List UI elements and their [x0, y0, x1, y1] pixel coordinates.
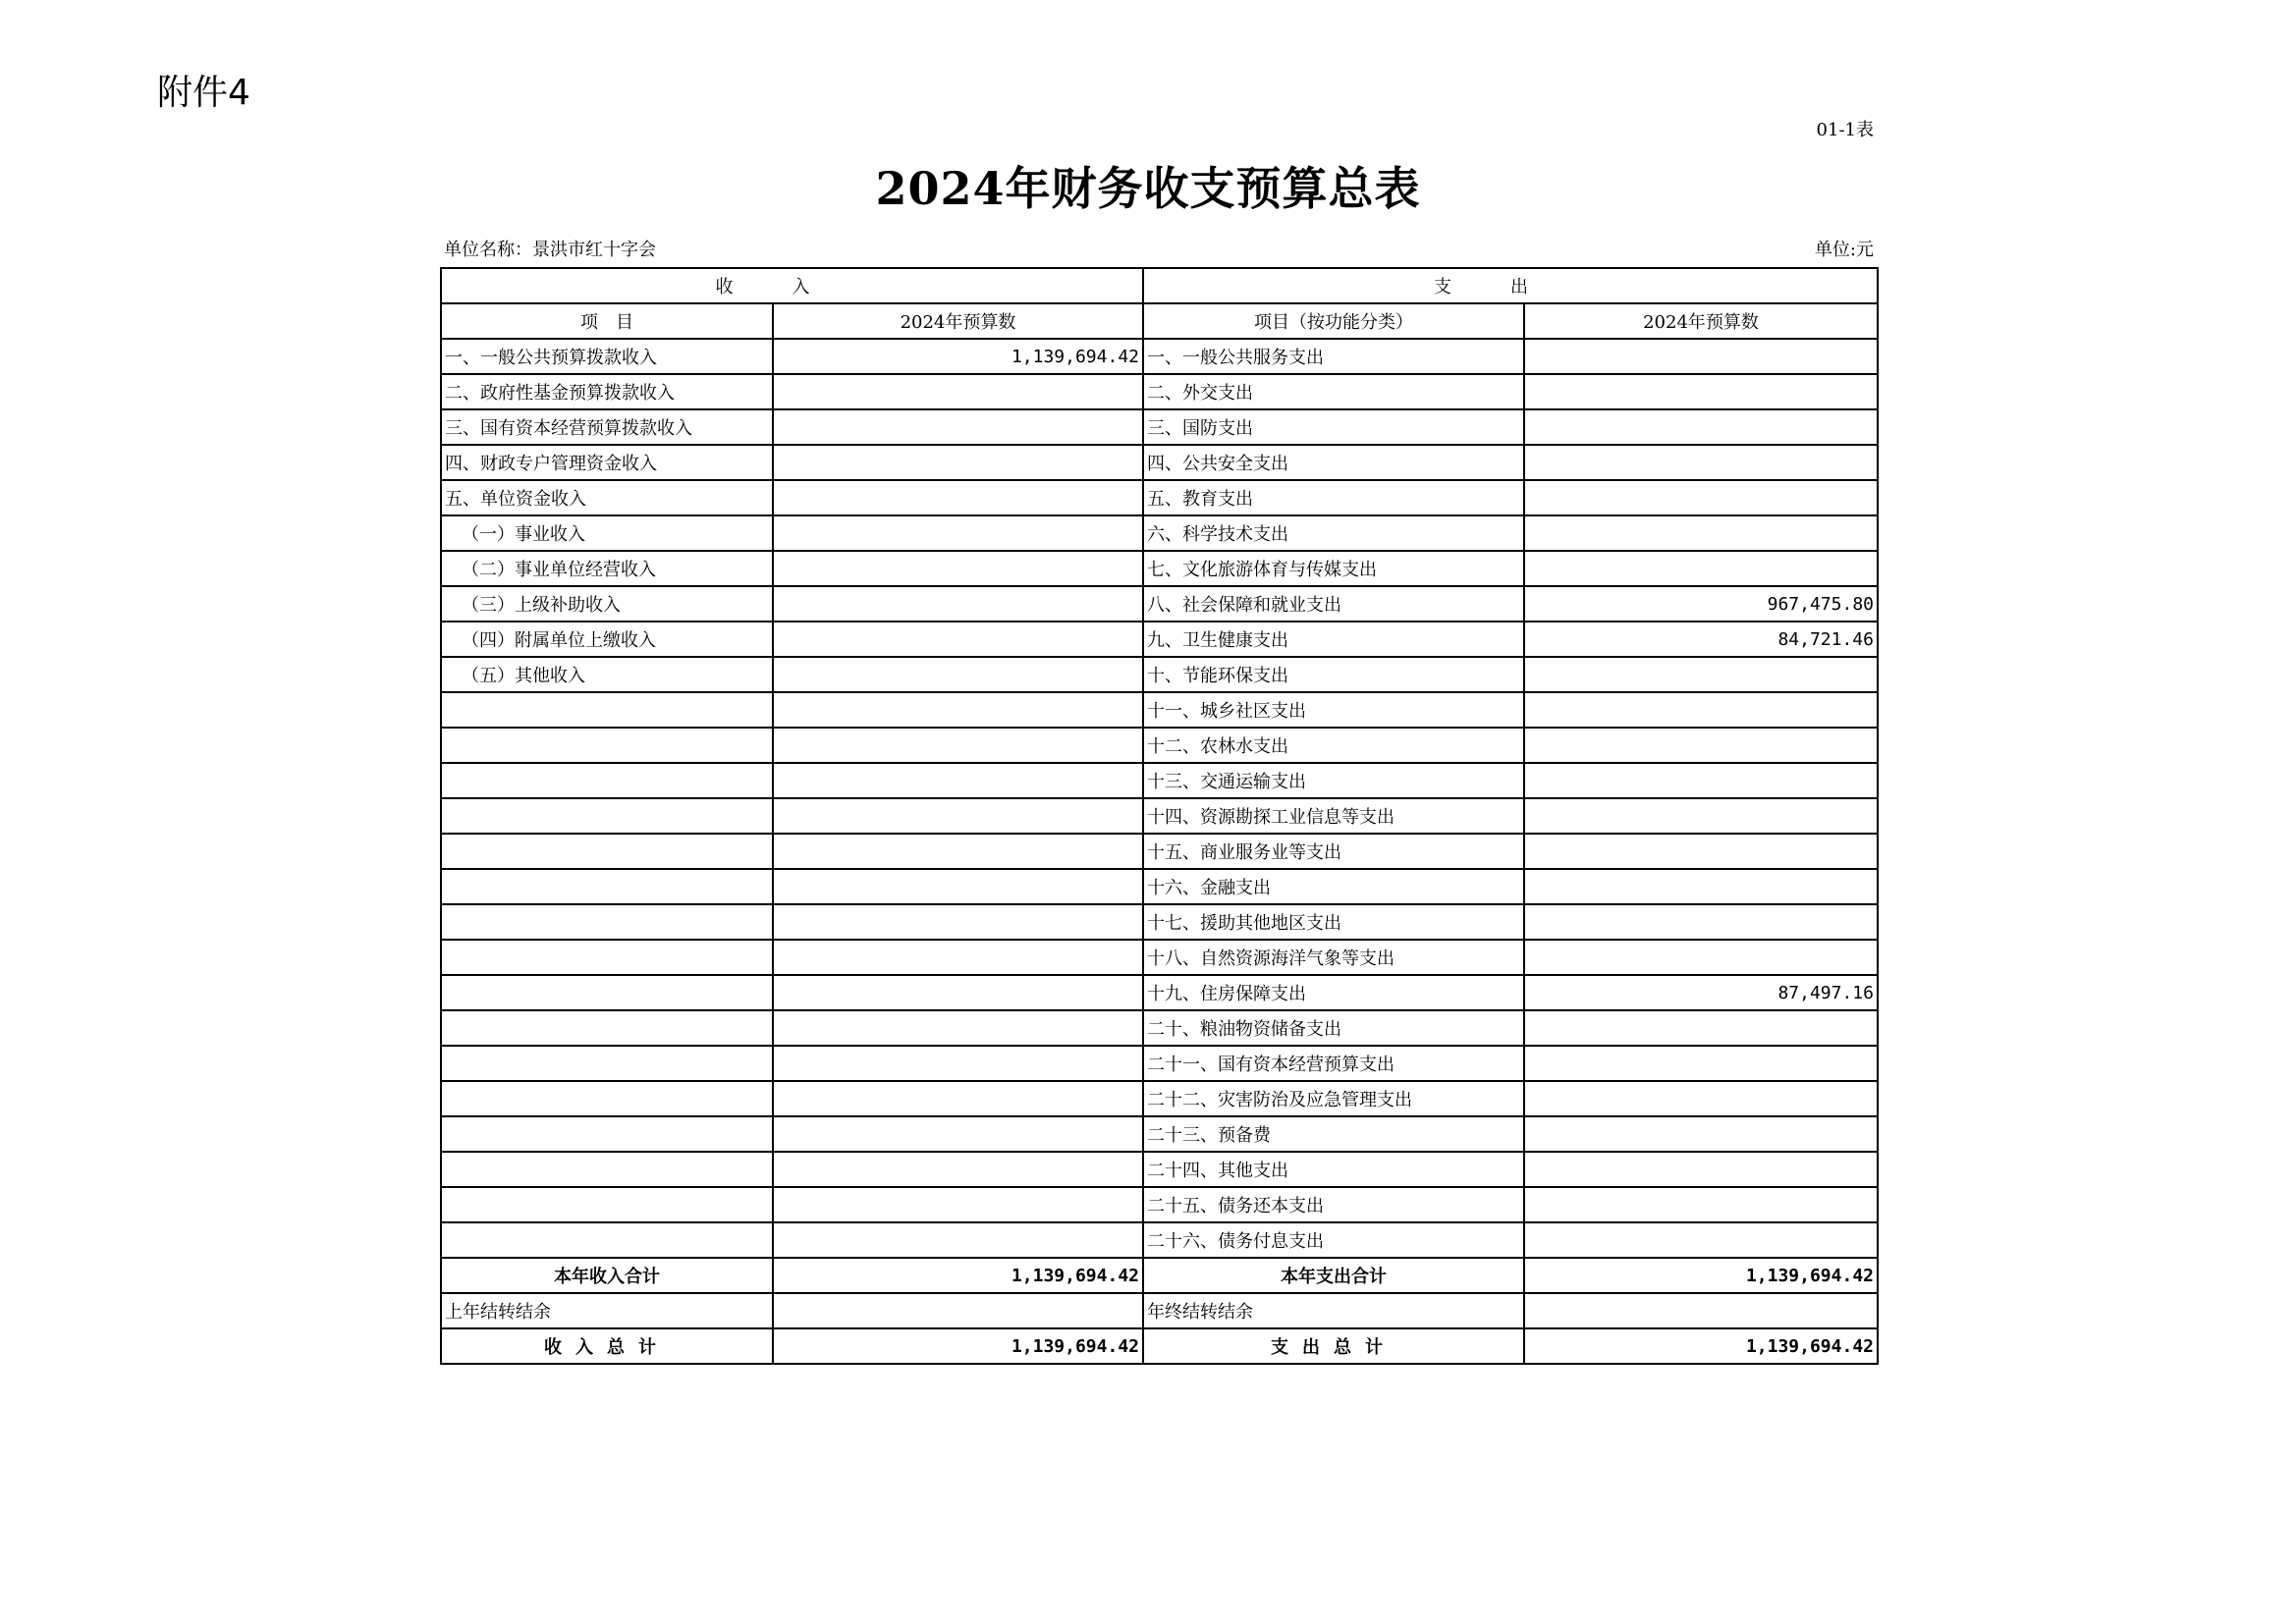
expense-item-cell: 十五、商业服务业等支出	[1143, 834, 1524, 869]
expense-amount-cell	[1524, 1187, 1878, 1222]
income-item-cell	[441, 904, 773, 940]
expense-item-cell: 八、社会保障和就业支出	[1143, 586, 1524, 622]
expense-item-cell: 十一、城乡社区支出	[1143, 692, 1524, 728]
income-grand-total-amount: 1,139,694.42	[773, 1328, 1143, 1364]
unit-name: 单位名称：景洪市红十字会	[444, 240, 656, 260]
income-amount-cell	[773, 586, 1143, 622]
income-item-cell	[441, 728, 773, 763]
income-amount-cell	[773, 515, 1143, 551]
income-amount-cell	[773, 445, 1143, 480]
income-carry-label: 上年结转结余	[441, 1293, 773, 1328]
expense-item-cell: 十八、自然资源海洋气象等支出	[1143, 940, 1524, 975]
income-item-cell	[441, 1152, 773, 1187]
table-row	[441, 1116, 1878, 1152]
expense-year-total-amount: 1,139,694.42	[1524, 1258, 1878, 1293]
income-item-cell	[441, 869, 773, 904]
page-title: 2024年财务收支预算总表	[875, 162, 1421, 215]
grand-total-row	[441, 1328, 1878, 1364]
expense-item-cell: 十三、交通运输支出	[1143, 763, 1524, 798]
income-item-cell	[441, 1046, 773, 1081]
expense-item-cell: 十六、金融支出	[1143, 869, 1524, 904]
income-item-cell: （一）事业收入	[441, 515, 773, 551]
income-amount-cell	[773, 374, 1143, 409]
income-item-cell	[441, 1222, 773, 1258]
expense-item-cell: 二十一、国有资本经营预算支出	[1143, 1046, 1524, 1081]
expense-item-cell: 四、公共安全支出	[1143, 445, 1524, 480]
income-amount-cell	[773, 1010, 1143, 1046]
table-row	[441, 1152, 1878, 1187]
table-row	[441, 1081, 1878, 1116]
expense-item-cell: 二十六、债务付息支出	[1143, 1222, 1524, 1258]
income-item-cell: （四）附属单位上缴收入	[441, 622, 773, 657]
income-item-cell: （二）事业单位经营收入	[441, 551, 773, 586]
income-item-cell: 一、一般公共预算拨款收入	[441, 339, 773, 374]
table-row	[441, 1222, 1878, 1258]
expense-amount-cell	[1524, 1222, 1878, 1258]
income-amount-cell	[773, 834, 1143, 869]
table-row	[441, 657, 1878, 692]
expense-amount-cell	[1524, 904, 1878, 940]
income-item-cell	[441, 975, 773, 1010]
income-amount-cell	[773, 763, 1143, 798]
expense-amount-cell	[1524, 834, 1878, 869]
table-row	[441, 692, 1878, 728]
income-item-cell: 四、财政专户管理资金收入	[441, 445, 773, 480]
income-item-cell	[441, 834, 773, 869]
income-carry-amount	[773, 1293, 1143, 1328]
income-item-cell	[441, 1116, 773, 1152]
table-row	[441, 480, 1878, 515]
income-amount-cell	[773, 1187, 1143, 1222]
income-amount-cell	[773, 728, 1143, 763]
income-amount-cell	[773, 551, 1143, 586]
table-row	[441, 869, 1878, 904]
expense-amount-cell	[1524, 657, 1878, 692]
expense-amount-cell	[1524, 728, 1878, 763]
table-row	[441, 975, 1878, 1010]
expense-item-cell: 二十、粮油物资储备支出	[1143, 1010, 1524, 1046]
expense-amount-cell	[1524, 1046, 1878, 1081]
attachment-label: 附件4	[157, 73, 250, 113]
expense-amount-cell	[1524, 1010, 1878, 1046]
budget-table	[440, 267, 1879, 1365]
income-item-cell: （三）上级补助收入	[441, 586, 773, 622]
income-amount-cell	[773, 869, 1143, 904]
expense-year-total-label: 本年支出合计	[1143, 1258, 1524, 1293]
income-amount-cell	[773, 1222, 1143, 1258]
expense-carry-label: 年终结转结余	[1143, 1293, 1524, 1328]
expense-amount-cell	[1524, 692, 1878, 728]
expense-item-cell: 十七、援助其他地区支出	[1143, 904, 1524, 940]
table-row	[441, 551, 1878, 586]
income-item-cell	[441, 1187, 773, 1222]
income-item-cell	[441, 692, 773, 728]
income-item-cell: （五）其他收入	[441, 657, 773, 692]
table-row	[441, 409, 1878, 445]
table-row	[441, 445, 1878, 480]
expense-item-cell: 十四、资源勘探工业信息等支出	[1143, 798, 1524, 834]
expense-amount-cell	[1524, 409, 1878, 445]
expense-amount-cell	[1524, 515, 1878, 551]
income-item-cell	[441, 763, 773, 798]
expense-amount-cell	[1524, 445, 1878, 480]
expense-item-cell: 十九、住房保障支出	[1143, 975, 1524, 1010]
expense-amount-cell: 87,497.16	[1524, 975, 1878, 1010]
expense-amount-cell: 967,475.80	[1524, 586, 1878, 622]
income-grand-total-label: 收入总计	[441, 1328, 773, 1364]
income-amount-cell	[773, 622, 1143, 657]
expense-amount-cell	[1524, 940, 1878, 975]
income-amount-cell	[773, 904, 1143, 940]
expense-amount-cell	[1524, 1116, 1878, 1152]
expense-item-cell: 五、教育支出	[1143, 480, 1524, 515]
table-row	[441, 798, 1878, 834]
section-header-row	[441, 268, 1878, 303]
income-amount-cell	[773, 692, 1143, 728]
table-number: 01-1表	[1816, 120, 1874, 140]
expense-item-cell: 二十二、灾害防治及应急管理支出	[1143, 1081, 1524, 1116]
income-item-cell: 二、政府性基金预算拨款收入	[441, 374, 773, 409]
income-amount-cell	[773, 1081, 1143, 1116]
income-amount-cell	[773, 1116, 1143, 1152]
income-item-cell: 三、国有资本经营预算拨款收入	[441, 409, 773, 445]
income-amount-cell	[773, 798, 1143, 834]
income-amount-cell	[773, 1046, 1143, 1081]
table-row	[441, 1187, 1878, 1222]
expense-amount-cell	[1524, 480, 1878, 515]
income-item-cell: 五、单位资金收入	[441, 480, 773, 515]
income-amount-cell	[773, 409, 1143, 445]
income-amount-cell	[773, 940, 1143, 975]
income-amount-cell	[773, 480, 1143, 515]
expense-item-cell: 一、一般公共服务支出	[1143, 339, 1524, 374]
income-amount-cell	[773, 1152, 1143, 1187]
expense-item-cell: 二十四、其他支出	[1143, 1152, 1524, 1187]
expense-amount-cell	[1524, 798, 1878, 834]
table-row	[441, 1010, 1878, 1046]
table-row	[441, 763, 1878, 798]
expense-item-cell: 十二、农林水支出	[1143, 728, 1524, 763]
expense-amount-cell	[1524, 869, 1878, 904]
table-row	[441, 1046, 1878, 1081]
expense-item-cell: 二十三、预备费	[1143, 1116, 1524, 1152]
income-item-cell	[441, 940, 773, 975]
expense-item-header: 项目（按功能分类）	[1143, 303, 1524, 339]
income-item-header: 项 目	[441, 303, 773, 339]
expense-item-cell: 六、科学技术支出	[1143, 515, 1524, 551]
expense-amount-cell: 84,721.46	[1524, 622, 1878, 657]
income-section-header: 收入	[441, 268, 1143, 303]
expense-item-cell: 二十五、债务还本支出	[1143, 1187, 1524, 1222]
expense-item-cell: 七、文化旅游体育与传媒支出	[1143, 551, 1524, 586]
year-total-row	[441, 1258, 1878, 1293]
expense-amount-cell	[1524, 551, 1878, 586]
income-amount-header: 2024年预算数	[773, 303, 1143, 339]
expense-section-header: 支出	[1143, 268, 1878, 303]
table-row	[441, 339, 1878, 374]
table-row	[441, 515, 1878, 551]
expense-item-cell: 九、卫生健康支出	[1143, 622, 1524, 657]
table-row	[441, 374, 1878, 409]
expense-item-cell: 三、国防支出	[1143, 409, 1524, 445]
carry-over-row	[441, 1293, 1878, 1328]
table-body	[441, 339, 1878, 1258]
income-amount-cell	[773, 975, 1143, 1010]
expense-amount-cell	[1524, 1152, 1878, 1187]
expense-grand-total-amount: 1,139,694.42	[1524, 1328, 1878, 1364]
income-amount-cell: 1,139,694.42	[773, 339, 1143, 374]
income-year-total-label: 本年收入合计	[441, 1258, 773, 1293]
table-row	[441, 940, 1878, 975]
table-row	[441, 622, 1878, 657]
income-year-total-amount: 1,139,694.42	[773, 1258, 1143, 1293]
expense-amount-cell	[1524, 1081, 1878, 1116]
expense-item-cell: 二、外交支出	[1143, 374, 1524, 409]
expense-amount-cell	[1524, 374, 1878, 409]
expense-amount-cell	[1524, 763, 1878, 798]
income-amount-cell	[773, 657, 1143, 692]
expense-grand-total-label: 支出总计	[1143, 1328, 1524, 1364]
expense-amount-cell	[1524, 339, 1878, 374]
expense-carry-amount	[1524, 1293, 1878, 1328]
table-row	[441, 728, 1878, 763]
table-row	[441, 586, 1878, 622]
income-item-cell	[441, 1081, 773, 1116]
table-row	[441, 834, 1878, 869]
table-row	[441, 904, 1878, 940]
currency-unit: 单位:元	[1814, 240, 1874, 260]
income-item-cell	[441, 798, 773, 834]
column-header-row	[441, 303, 1878, 339]
income-item-cell	[441, 1010, 773, 1046]
expense-amount-header: 2024年预算数	[1524, 303, 1878, 339]
expense-item-cell: 十、节能环保支出	[1143, 657, 1524, 692]
